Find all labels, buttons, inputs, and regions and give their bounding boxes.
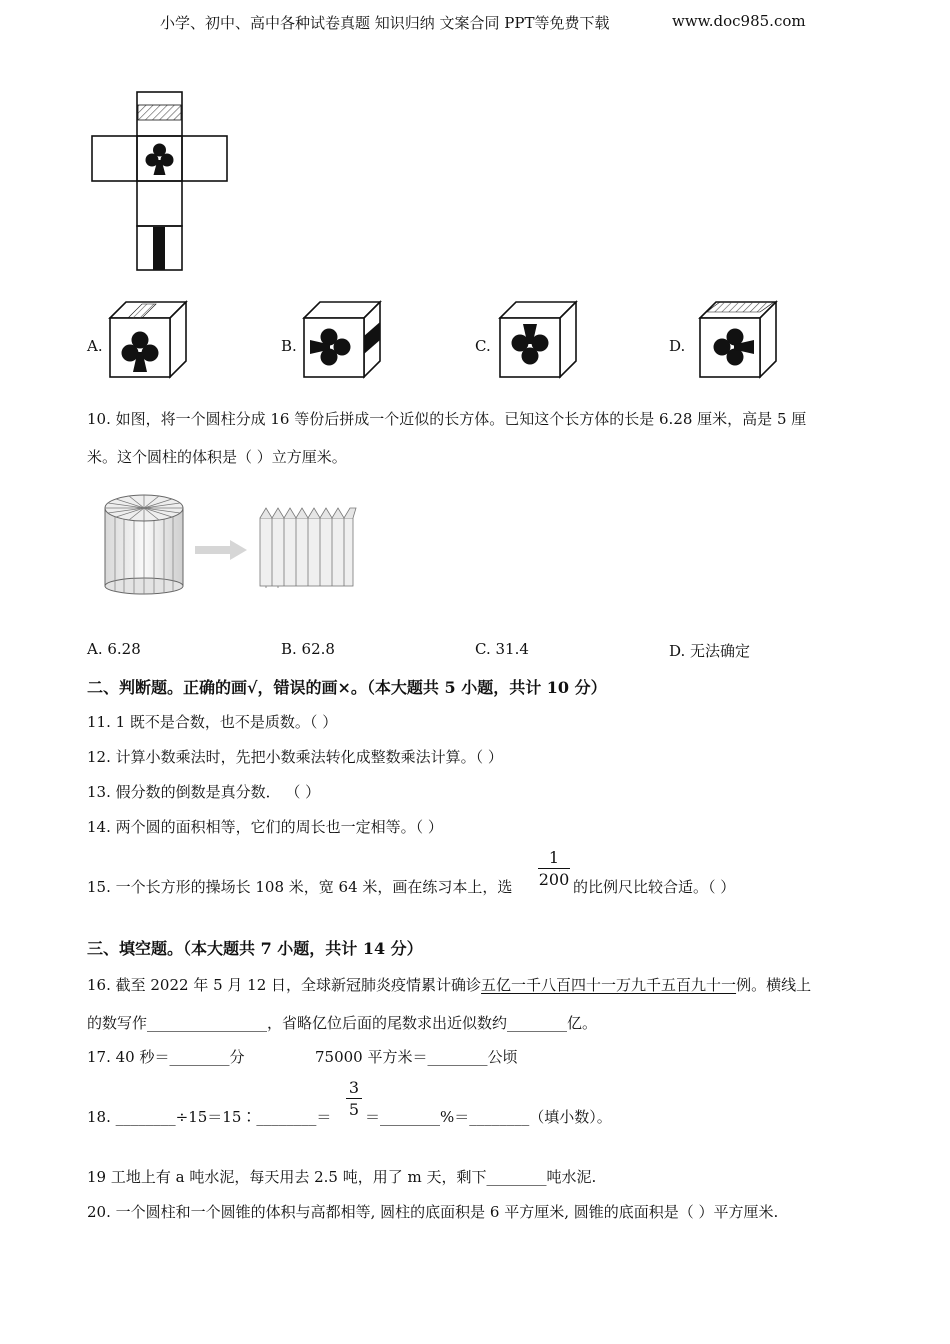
q15-text-pre: 15. 一个长方形的操场长 108 米，宽 64 米，画在练习本上，选 xyxy=(87,878,513,896)
q17-part-b: 75000 平方米＝________公顷 xyxy=(315,1048,518,1066)
q9-option-d[interactable]: D. xyxy=(669,337,686,355)
q15-numerator: 1 xyxy=(548,848,560,867)
cube-option-c xyxy=(498,300,578,380)
cube-net-figure xyxy=(90,90,230,275)
q12: 12. 计算小数乘法时，先把小数乘法转化成整数乘法计算。（ ） xyxy=(87,748,503,766)
q16-line2: 的数写作________________，省略亿位后面的尾数求出近似数约________亿。 xyxy=(87,1014,598,1032)
q16-underlined-number: 五亿一千八百四十一万九千五百九十一 xyxy=(481,976,737,994)
q16-post: 例。横线上 xyxy=(736,976,812,994)
q10-option-b[interactable]: B. 62.8 xyxy=(281,640,335,658)
cuboid-figure xyxy=(260,508,356,588)
q9-option-c[interactable]: C. xyxy=(475,337,491,355)
q15-fraction xyxy=(538,848,570,889)
q17-part-a: 17. 40 秒＝________分 xyxy=(87,1048,245,1066)
arrow-right-icon xyxy=(195,540,247,560)
q18-numerator: 3 xyxy=(348,1078,360,1097)
cube-option-d xyxy=(698,300,778,380)
q10-option-c[interactable]: C. 31.4 xyxy=(475,640,529,658)
q10-line2: 米。这个圆柱的体积是（ ）立方厘米。 xyxy=(87,448,347,466)
q10-option-d[interactable]: D. 无法确定 xyxy=(669,642,751,660)
club-icon xyxy=(146,144,174,176)
header-site[interactable]: www.doc985.com xyxy=(672,12,806,30)
q11: 11. 1 既不是合数，也不是质数。（ ） xyxy=(87,713,338,731)
q18-denominator: 5 xyxy=(348,1100,360,1119)
q18-part-b: ＝________%＝________（填小数）。 xyxy=(365,1108,612,1126)
cube-option-b xyxy=(302,300,382,380)
q15-denominator: 200 xyxy=(538,870,570,889)
cylinder-figure xyxy=(100,488,370,598)
q9-option-a[interactable]: A. xyxy=(87,337,103,355)
header-text: 小学、初中、高中各种试卷真题 知识归纳 文案合同 PPT等免费下载 xyxy=(160,14,610,32)
hatched-strip xyxy=(138,105,181,120)
q10-line1: 10. 如图，将一个圆柱分成 16 等份后拼成一个近似的长方体。已知这个长方体的长是 6.28 厘米，高是 5 厘 xyxy=(87,410,807,428)
q10-option-a[interactable]: A. 6.28 xyxy=(87,640,141,658)
section3-title: 三、填空题。（本大题共 7 小题，共计 14 分） xyxy=(87,939,423,958)
q14: 14. 两个圆的面积相等，它们的周长也一定相等。（ ） xyxy=(87,818,443,836)
q18-part-a: 18. ________÷15＝15∶________＝ xyxy=(87,1108,332,1126)
q16-pre: 16. 截至 2022 年 5 月 12 日，全球新冠肺炎疫情累计确诊 xyxy=(87,976,482,994)
q19: 19 工地上有 a 吨水泥，每天用去 2.5 吨，用了 m 天，剩下________吨水泥. xyxy=(87,1168,597,1186)
q15-text-post: 的比例尺比较合适。（ ） xyxy=(573,878,736,896)
q16-line1 xyxy=(87,974,811,995)
q9-option-b[interactable]: B. xyxy=(281,337,297,355)
q20: 20. 一个圆柱和一个圆锥的体积与高都相等, 圆柱的底面积是 6 平方厘米, 圆锥的底面积是（ ）平方厘米. xyxy=(87,1203,779,1221)
q13: 13. 假分数的倒数是真分数． （ ） xyxy=(87,783,321,801)
cube-option-a xyxy=(108,300,188,380)
section2-title: 二、判断题。正确的画√，错误的画×。（本大题共 5 小题，共计 10 分） xyxy=(87,678,607,697)
q18-fraction xyxy=(346,1078,362,1119)
black-bar xyxy=(153,227,165,270)
